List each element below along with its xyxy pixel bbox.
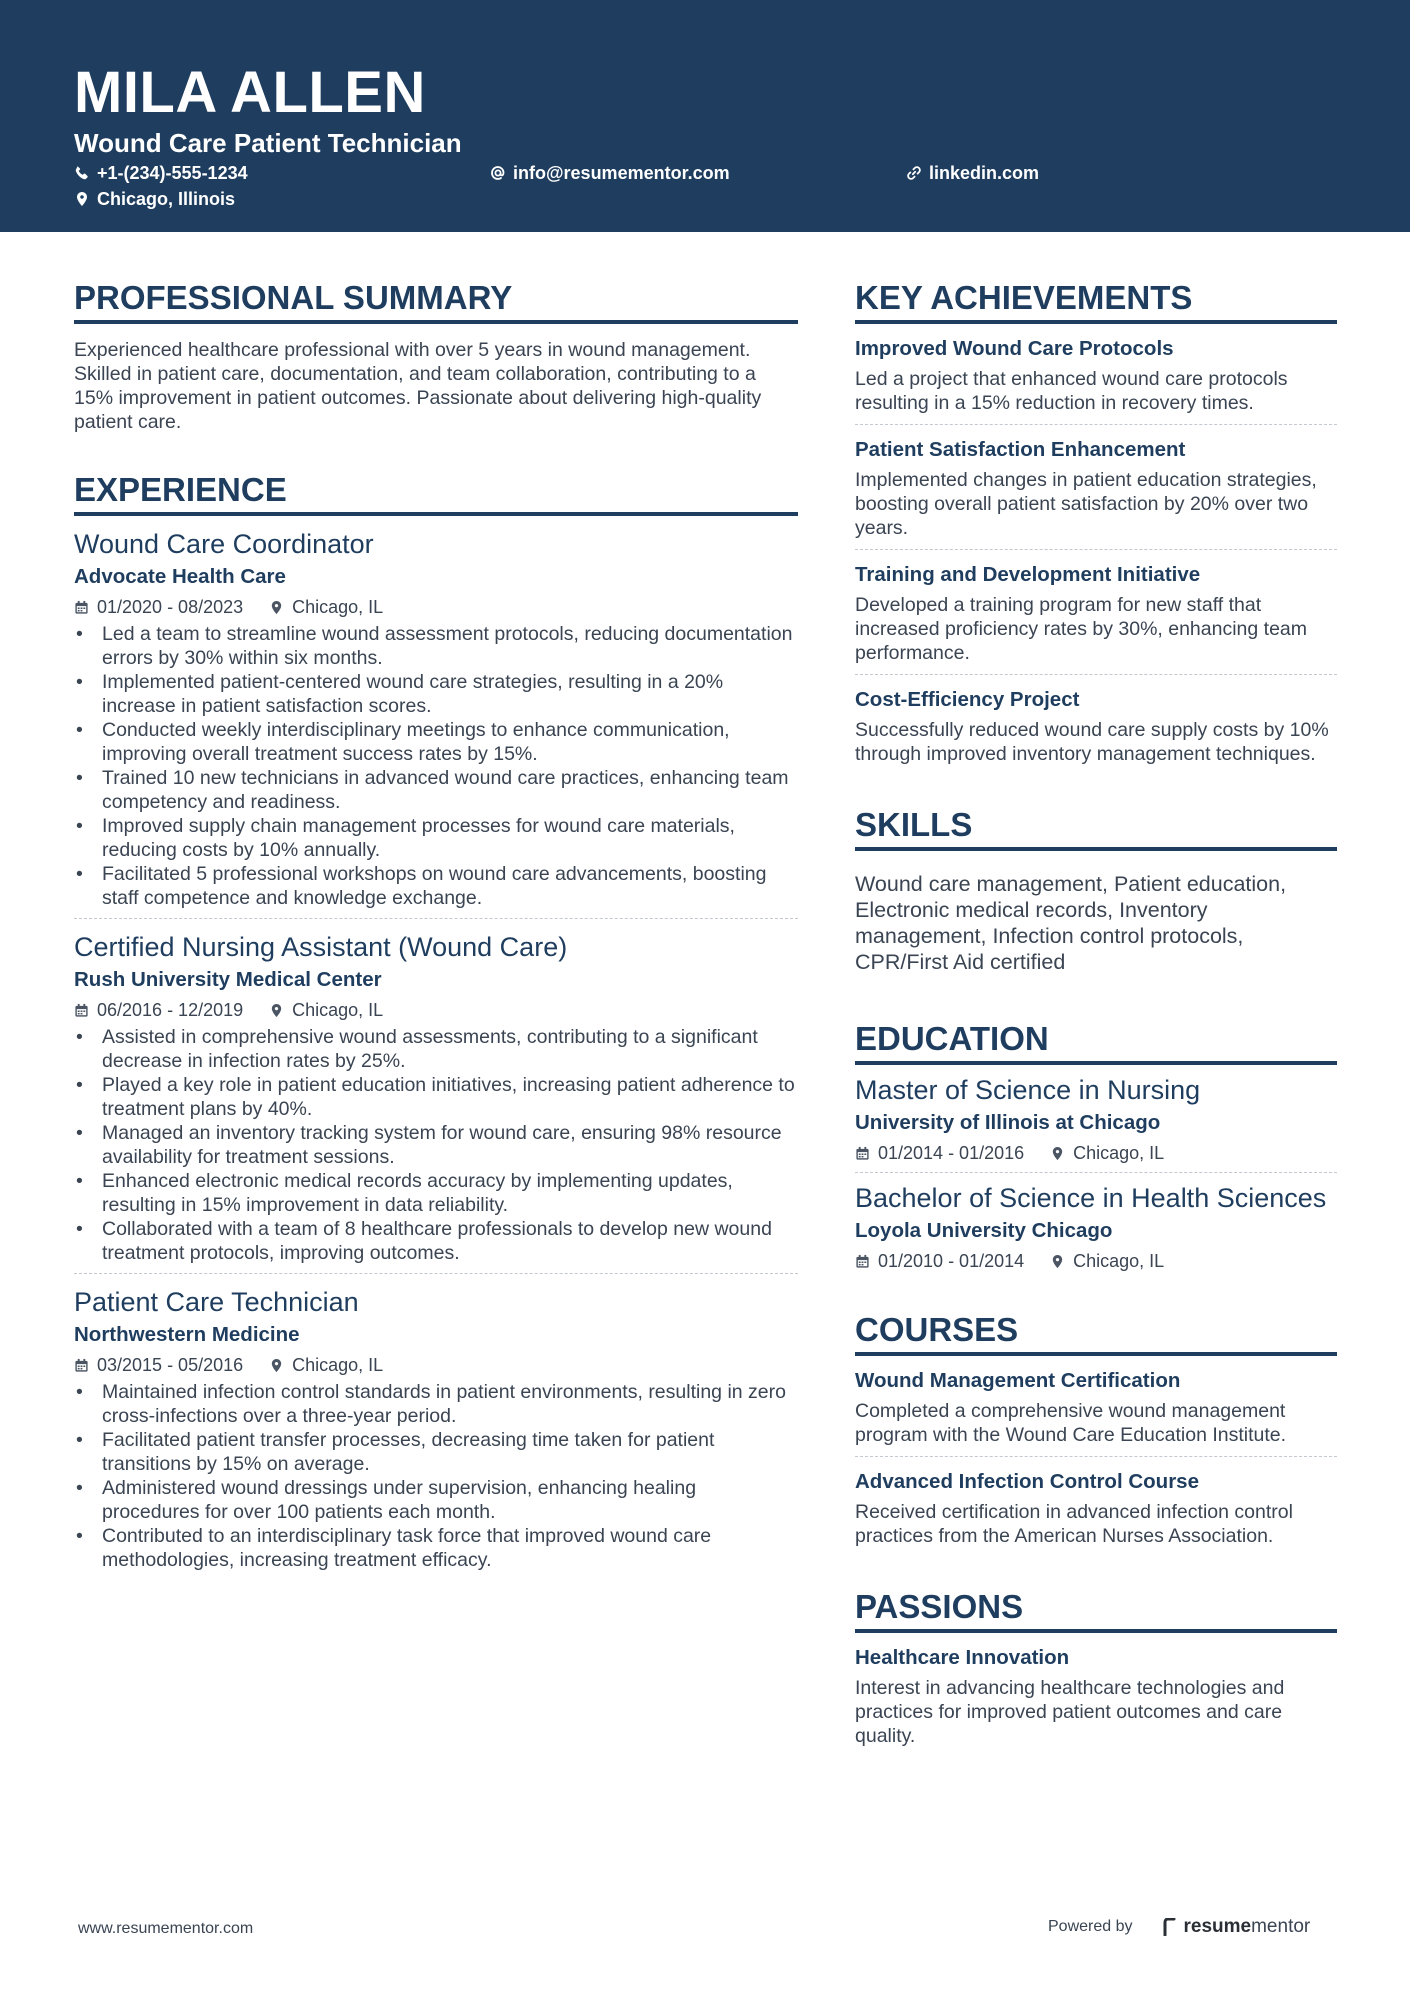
passions-list (855, 1633, 1337, 1757)
bullet-item: • Collaborated with a team of 8 healthcare professionals to develop new wound treatment protocols, improving outcomes. (74, 1217, 798, 1265)
entry-description: Received certification in advanced infection control practices from the American Nurses Association. (855, 1501, 1293, 1547)
dates: 03/2015 - 05/2016 (97, 1355, 244, 1375)
job-title: Certified Nursing Assistant (Wound Care) (74, 932, 568, 962)
footer-powered (1048, 1916, 1310, 1938)
date-location-row (855, 1142, 1337, 1164)
education-list (855, 1065, 1337, 1280)
phone-text: +1-(234)-555-1234 (97, 163, 248, 183)
experience-heading: EXPERIENCE (74, 470, 798, 516)
entry-title: Advanced Infection Control Course (855, 1470, 1199, 1493)
bullet-item: • Maintained infection control standards in patient environments, resulting in zero cross-infections over a three-year period. (74, 1380, 798, 1428)
job-title: Wound Care Coordinator (74, 529, 374, 559)
bullet-item: • Conducted weekly interdisciplinary meetings to enhance communication, improving overall treatment success rates by 15%. (74, 718, 798, 766)
location-text: Chicago, IL (292, 597, 384, 617)
location-pin-icon (74, 191, 90, 207)
entry-description: Implemented changes in patient education strategies, boosting overall patient satisfaction by 20% over two years. (855, 469, 1317, 539)
courses-heading: COURSES (855, 1310, 1337, 1356)
contact-email[interactable] (490, 162, 730, 184)
date-location-row (74, 999, 798, 1021)
location-text: Chicago, IL (292, 1000, 384, 1020)
linkedin-text: linkedin.com (929, 163, 1040, 183)
achievement-entry (855, 550, 1337, 675)
education-entry (855, 1173, 1337, 1280)
date-location-row (74, 1354, 798, 1376)
skills-heading: SKILLS (855, 805, 1337, 851)
left-column (74, 278, 798, 1580)
brand-logo[interactable] (1163, 1916, 1311, 1938)
achievement-entry (855, 425, 1337, 550)
company-name: Advocate Health Care (74, 565, 286, 588)
at-icon (490, 165, 506, 181)
location-pin-icon (1050, 1146, 1065, 1161)
calendar-icon (74, 600, 89, 615)
link-icon (906, 165, 922, 181)
bullet-item: • Facilitated patient transfer processes, decreasing time taken for patient transitions by 15% on average. (74, 1428, 798, 1476)
achievement-entry (855, 324, 1337, 425)
bullet-list (74, 1025, 798, 1265)
entry-description: Completed a comprehensive wound management program with the Wound Care Education Institute. (855, 1400, 1287, 1446)
location-text: Chicago, IL (1073, 1143, 1165, 1163)
brand-name-bold: resume (1183, 1916, 1252, 1937)
bullet-item: • Played a key role in patient education initiatives, increasing patient adherence to treatment plans by 40%. (74, 1073, 798, 1121)
entry-title: Wound Management Certification (855, 1369, 1181, 1392)
email-text: info@resumementor.com (513, 163, 730, 183)
resume-header (0, 0, 1410, 232)
experience-list (74, 516, 798, 1580)
school-name: University of Illinois at Chicago (855, 1111, 1161, 1134)
bullet-list (74, 1380, 798, 1572)
entry-title: Healthcare Innovation (855, 1646, 1070, 1669)
date-location-row (855, 1250, 1337, 1272)
brand-logo-icon (1163, 1918, 1178, 1936)
dates: 01/2010 - 01/2014 (878, 1251, 1025, 1271)
experience-entry (74, 1274, 798, 1580)
candidate-name: MILA ALLEN (74, 60, 426, 125)
location (269, 999, 383, 1021)
degree: Bachelor of Science in Health Sciences (855, 1183, 1327, 1213)
summary-heading: PROFESSIONAL SUMMARY (74, 278, 798, 324)
achievements-list (855, 324, 1337, 775)
entry-title: Training and Development Initiative (855, 563, 1201, 586)
experience-entry (74, 919, 798, 1274)
bullet-item: • Administered wound dressings under supervision, enhancing healing procedures for over 100 patients each month. (74, 1476, 798, 1524)
course-entry (855, 1356, 1337, 1457)
location (1050, 1250, 1164, 1272)
powered-by-label: Powered by (1048, 1918, 1133, 1935)
dates: 01/2014 - 01/2016 (878, 1143, 1025, 1163)
degree: Master of Science in Nursing (855, 1075, 1201, 1105)
entry-title: Cost-Efficiency Project (855, 688, 1080, 711)
calendar-icon (74, 1358, 89, 1373)
job-title: Patient Care Technician (74, 1287, 359, 1317)
date-location-row (74, 596, 798, 618)
location (269, 1354, 383, 1376)
passion-entry (855, 1633, 1337, 1757)
dates: 06/2016 - 12/2019 (97, 1000, 244, 1020)
right-column (855, 278, 1337, 1757)
contact-location (74, 188, 235, 210)
contact-phone (74, 162, 248, 184)
candidate-title: Wound Care Patient Technician (74, 128, 462, 158)
education-entry (855, 1065, 1337, 1173)
passions-heading: PASSIONS (855, 1587, 1337, 1633)
contact-linkedin[interactable] (906, 162, 1039, 184)
bullet-item: • Contributed to an interdisciplinary task force that improved wound care methodologies, increasing treatment efficacy. (74, 1524, 798, 1572)
bullet-item: • Assisted in comprehensive wound assessments, contributing to a significant decrease in infection rates by 25%. (74, 1025, 798, 1073)
achievement-entry (855, 675, 1337, 775)
phone-icon (74, 165, 90, 181)
dates: 01/2020 - 08/2023 (97, 597, 244, 617)
skills-text: Wound care management, Patient education, Electronic medical records, Inventory management, Infection control protocols, CPR/First Aid certified (855, 872, 1287, 974)
courses-list (855, 1356, 1337, 1557)
location-pin-icon (269, 1003, 284, 1018)
summary-text: Experienced healthcare professional with over 5 years in wound management. Skilled in patient care, documentation, and team collaboration, contributing to a 15% improvement in patient outcomes. Passionate about delivering high-quality patient care. (74, 339, 762, 433)
location (1050, 1142, 1164, 1164)
entry-title: Patient Satisfaction Enhancement (855, 438, 1186, 461)
bullet-item: • Trained 10 new technicians in advanced wound care practices, enhancing team competency and readiness. (74, 766, 798, 814)
entry-description: Led a project that enhanced wound care protocols resulting in a 15% reduction in recovery times. (855, 368, 1288, 414)
company-name: Northwestern Medicine (74, 1323, 300, 1346)
entry-title: Improved Wound Care Protocols (855, 337, 1174, 360)
location-pin-icon (269, 1358, 284, 1373)
brand-name-light: mentor (1251, 1916, 1311, 1937)
location-text: Chicago, IL (1073, 1251, 1165, 1271)
experience-entry (74, 516, 798, 919)
school-name: Loyola University Chicago (855, 1219, 1113, 1242)
location-text: Chicago, Illinois (97, 189, 236, 209)
bullet-item: • Led a team to streamline wound assessment protocols, reducing documentation errors by 30% within six months. (74, 622, 798, 670)
location (269, 596, 383, 618)
location-pin-icon (269, 600, 284, 615)
bullet-item: • Facilitated 5 professional workshops on wound care advancements, boosting staff competence and knowledge exchange. (74, 862, 798, 910)
bullet-item: • Enhanced electronic medical records accuracy by implementing updates, resulting in 15% improvement in data reliability. (74, 1169, 798, 1217)
course-entry (855, 1457, 1337, 1557)
entry-description: Successfully reduced wound care supply costs by 10% through improved inventory management techniques. (855, 719, 1329, 765)
calendar-icon (74, 1003, 89, 1018)
bullet-list (74, 622, 798, 910)
bullet-item: • Managed an inventory tracking system for wound care, ensuring 98% resource availability for treatment sessions. (74, 1121, 798, 1169)
footer-website[interactable]: www.resumementor.com (78, 1920, 254, 1937)
company-name: Rush University Medical Center (74, 968, 382, 991)
bullet-item: • Implemented patient-centered wound care strategies, resulting in a 20% increase in patient satisfaction scores. (74, 670, 798, 718)
location-pin-icon (1050, 1254, 1065, 1269)
entry-description: Interest in advancing healthcare technologies and practices for improved patient outcomes and care quality. (855, 1677, 1285, 1747)
education-heading: EDUCATION (855, 1019, 1337, 1065)
calendar-icon (855, 1254, 870, 1269)
achievements-heading: KEY ACHIEVEMENTS (855, 278, 1337, 324)
bullet-item: • Improved supply chain management processes for wound care materials, reducing costs by 10% annually. (74, 814, 798, 862)
location-text: Chicago, IL (292, 1355, 384, 1375)
calendar-icon (855, 1146, 870, 1161)
entry-description: Developed a training program for new staff that increased proficiency rates by 30%, enhancing team performance. (855, 594, 1308, 664)
